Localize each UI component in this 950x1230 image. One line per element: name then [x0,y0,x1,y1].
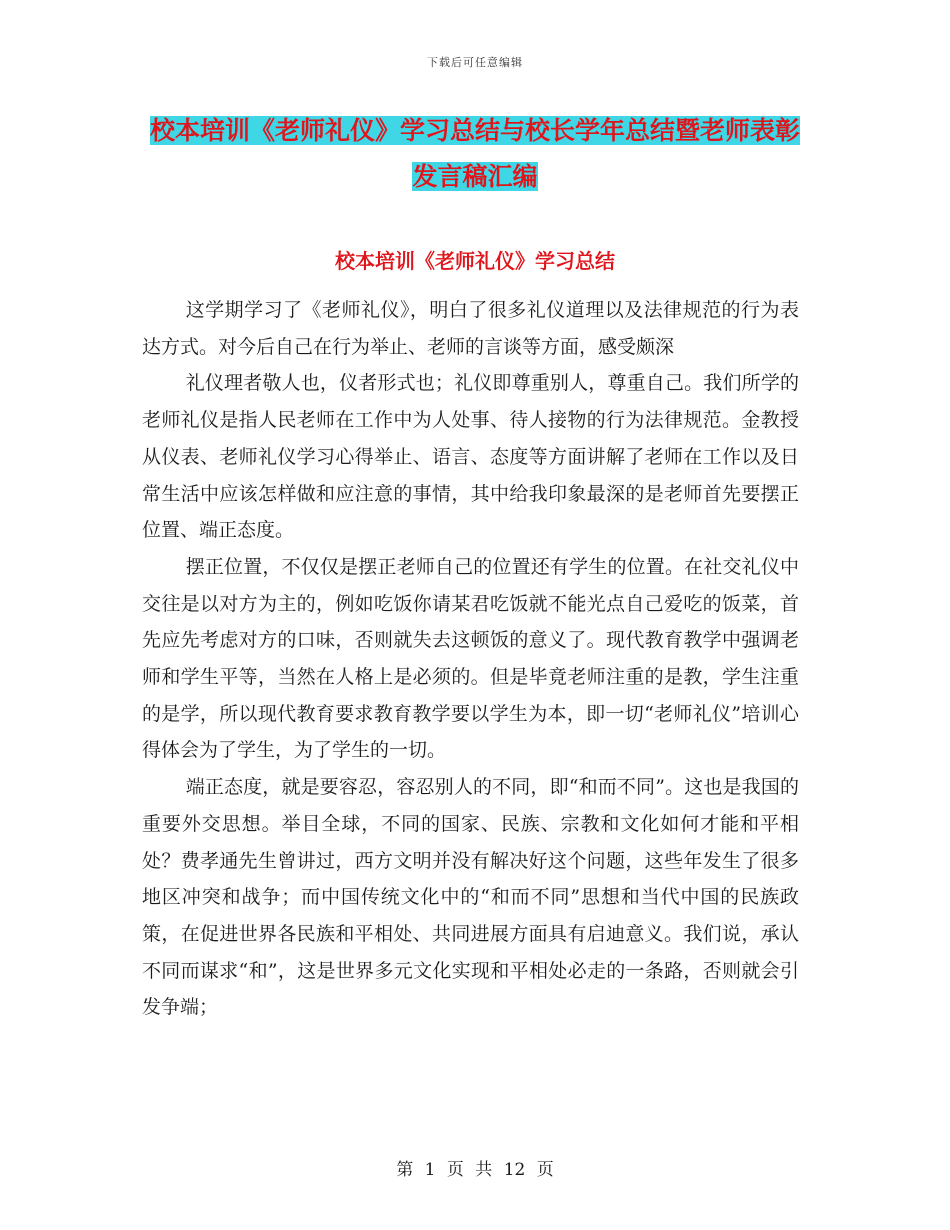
page-number: 第 1 页 共 12 页 [396,1160,554,1180]
header-note: 下载后可任意编辑 [427,56,523,69]
document-title-text: 校本培训《老师礼仪》学习总结与校长学年总结暨老师表彰发言稿汇编 [149,116,800,191]
paragraph-3: 摆正位置，不仅仅是摆正老师自己的位置还有学生的位置。在社交礼仪中交往是以对方为主的，例如吃饭你请某君吃饭就不能光点自己爱吃的饭菜，首先应先考虑对方的口味，否则就失去这顿饭的意义了。现代教育教学中强调老师和学生平等，当然在人格上是必须的。但是毕竟老师注重的是教，学生注重的是学，所以现代教育要求教育教学要以学生为本，即一切“老师礼仪”培训心得体会为了学生，为了学生的一切。 [142,555,799,762]
paragraph-4: 端正态度，就是要容忍，容忍别人的不同，即“和而不同”。这也是我国的重要外交思想。举目全球，不同的国家、民族、宗教和文化如何才能和平相处？费孝通先生曾讲过，西方文明并没有解决好这个问题，这些年发生了很多地区冲突和战争；而中国传统文化中的“和而不同”思想和当代中国的民族政策，在促进世界各民族和平相处、共同进展方面具有启迪意义。我们说，承认不同而谋求“和”，这是世界多元文化实现和平相处必走的一条路，否则就会引发争端； [142,776,799,1019]
section-title: 校本培训《老师礼仪》学习总结 [335,249,615,273]
paragraph-1: 这学期学习了《老师礼仪》，明白了很多礼仪道理以及法律规范的行为表达方式。对今后自己在行为举止、老师的言谈等方面，感受颇深 [142,299,799,358]
body-text [142,292,799,1026]
paragraph-2: 礼仪理者敬人也，仪者形式也；礼仪即尊重别人，尊重自己。我们所学的老师礼仪是指人民老师在工作中为人处事、待人接物的行为法律规范。金教授从仪表、老师礼仪学习心得举止、语言、态度等方面讲解了老师在工作以及日常生活中应该怎样做和应注意的事情，其中给我印象最深的是老师首先要摆正位置、端正态度。 [142,372,799,542]
document-title [140,108,810,200]
